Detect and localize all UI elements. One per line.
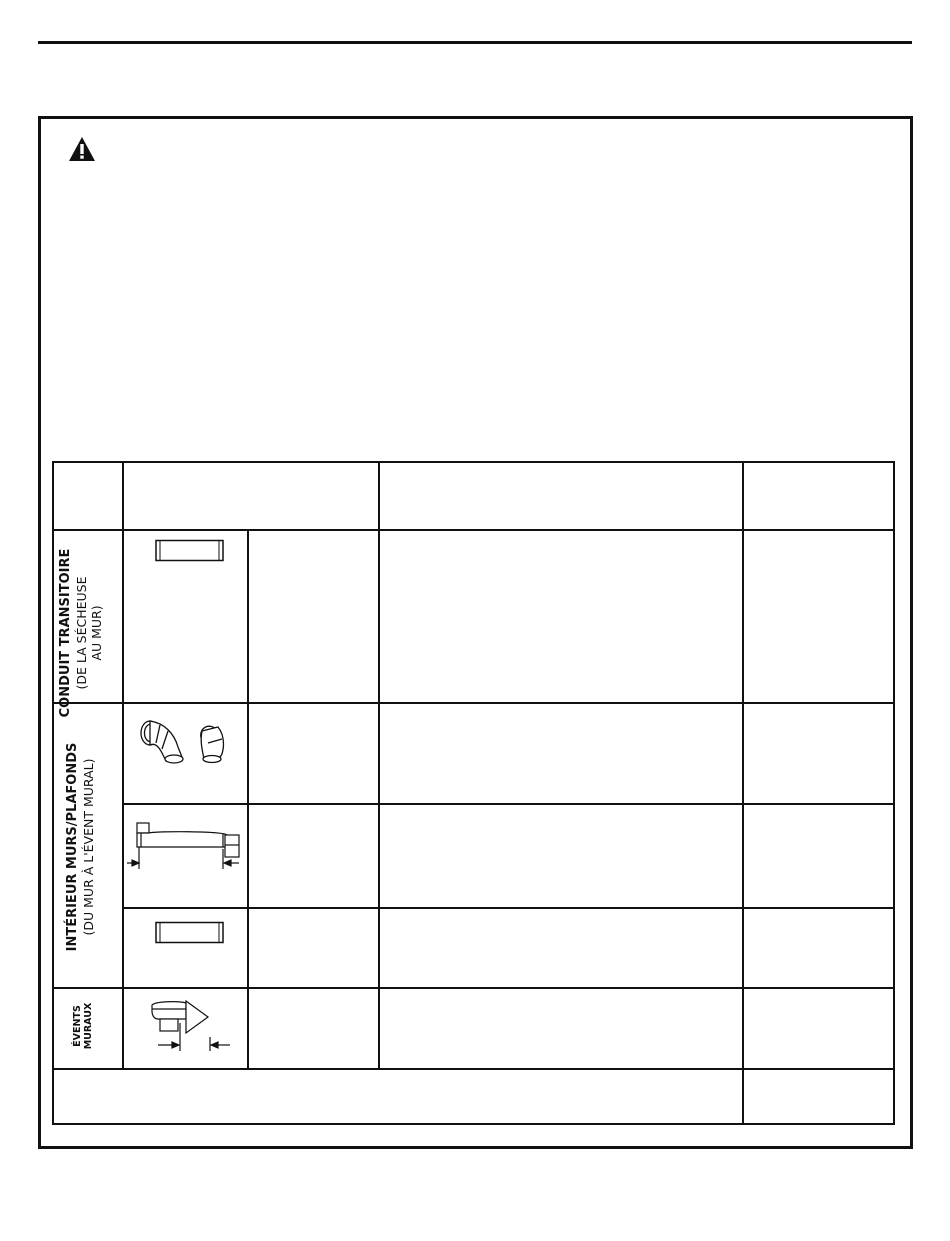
- col-divider: [742, 463, 744, 1123]
- elbow-duct-icon: [138, 719, 234, 765]
- interior-title: INTÉRIEUR MURS/PLAFONDS: [65, 742, 80, 952]
- interior-subtitle: (DU MUR À L'ÉVENT MURAL): [80, 758, 96, 936]
- transition-title: CONDUIT TRANSITOIRE: [58, 548, 73, 718]
- offset-duct-icon: [127, 821, 245, 873]
- straight-duct-icon: [155, 921, 225, 945]
- row-divider: [123, 803, 893, 805]
- row-divider: [54, 702, 893, 704]
- row-label-wall-vents: [73, 996, 103, 1056]
- transition-subtitle-1: (DE LA SÉCHEUSE: [73, 576, 89, 690]
- top-rule: [38, 41, 912, 44]
- wall-vent-hood-icon: [150, 997, 232, 1055]
- col-divider: [122, 463, 124, 1069]
- wall-vents-title-1: ÉVENTS: [72, 1005, 83, 1047]
- wall-vents-title-2: MURAUX: [82, 1002, 94, 1050]
- transition-subtitle-2: AU MUR): [88, 605, 104, 661]
- col-divider: [378, 463, 380, 1069]
- warning-triangle-icon: [68, 136, 96, 162]
- venting-table: [52, 461, 895, 1125]
- row-label-transition: [58, 548, 118, 718]
- row-divider: [54, 1068, 893, 1070]
- row-label-interior: [65, 717, 109, 977]
- col-divider: [247, 529, 249, 1069]
- row-divider: [54, 987, 893, 989]
- straight-duct-icon: [155, 539, 225, 563]
- row-divider: [123, 907, 893, 909]
- header-row-divider: [54, 529, 893, 531]
